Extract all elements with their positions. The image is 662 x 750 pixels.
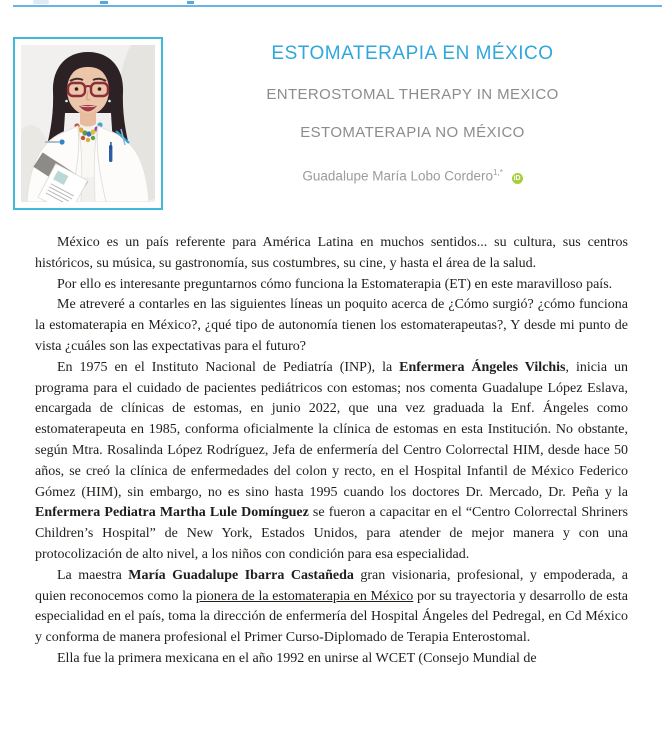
paragraph (35, 295, 628, 357)
paragraph-text: Ella fue la primera mexicana en el año 1992 en unirse al WCET (Consejo Mundial de (57, 650, 537, 666)
author-line (163, 168, 662, 184)
header-text-fragment (100, 1, 108, 4)
paragraph-text: Me atreveré a contarles en las siguientes líneas un poquito acerca de ¿Cómo surgió? ¿cómo funciona la estomaterapia en México?, ¿qué tipo de autonomía tienen los estomaterapeutas?, Y desde mi punto de vista ¿cuáles son las expectativas para el futuro? (35, 297, 628, 354)
author-name: Guadalupe María Lobo Cordero (302, 168, 494, 184)
title-block (163, 37, 662, 184)
paragraph-text: , inicia un programa para el cuidado de pacientes pediátricos con estomas; nos comenta Guadalupe López Eslava, encargada de clínicas de estomas, en junio 2022, que una vez graduada la Enf. Ángeles como estomaterapeuta en 1985, conforma oficialmente la clínica de estomas en esta Institución. No obstante, según Mtra. Rosalinda López Rodríguez, Jefa de enfermería del Centro Colorrectal HIM, desde hace 50 años, se creó la clínica de enfermedades del colon y recto, en el Hospital Infantil de México Federico Gómez (HIM), sin embargo, no es sino hasta 1995 cuando los doctores Dr. Mercado, Dr. Peña y la (35, 359, 628, 500)
paragraph-text: México es un país referente para América Latina en muchos sentidos... su cultura, sus centros históricos, su música, su gastronomía, sus costumbres, su cine, y hasta el área de la salud. (35, 235, 628, 271)
paragraph-text: En 1975 en el Instituto Nacional de Pediatría (INP), la (57, 359, 400, 375)
paragraph (35, 566, 628, 649)
paragraph-text: gran visionaria, profesional, y empoderada, a quien reconocemos como la (35, 567, 628, 604)
orcid-icon[interactable]: iD (513, 174, 521, 182)
paragraph-text: se fueron a capacitar en el “Centro Colorrectal Shriners Children’s Hospital” de New York, Estados Unidos, para atender de mejor manera y con una protocolización de alto nivel, a los niños con condición para esa especialidad. (35, 505, 628, 562)
author-photo (21, 45, 155, 202)
header-text-fragment (187, 1, 194, 4)
header-divider-rule (13, 5, 662, 7)
journal-logo-fragment (33, 0, 49, 4)
paragraph (35, 649, 628, 670)
paragraph (35, 233, 628, 275)
body-text (35, 233, 628, 750)
paragraph-text: Enfermera Ángeles Vilchis (399, 359, 566, 375)
paragraph-text: pionera de la estomaterapia en México (195, 588, 414, 604)
author-photo-frame (13, 37, 163, 210)
paragraph-text: Por ello es interesante preguntarnos cómo funciona la Estomaterapia (ET) en este maravilloso país. (57, 276, 613, 292)
journal-header-clipped (0, 0, 662, 8)
subtitle-portuguese: ESTOMATERAPIA NO MÉXICO (300, 124, 525, 141)
paragraph-text: La maestra (57, 567, 129, 583)
author-affiliation-superscript: 1,* (493, 168, 503, 177)
page-title: ESTOMATERAPIA EN MÉXICO (271, 43, 554, 64)
paragraph-text: María Guadalupe Ibarra Castañeda (128, 567, 354, 583)
paragraph (35, 275, 628, 296)
paragraph-text: por su trayectoria y desarrollo de esta especialidad en el país, toma la dirección de enfermería del Hospital Ángeles del Pedregal, en Cd México y conforma de manera profesional el Primer Curso-Diplomado de Terapia Enterostomal. (35, 588, 628, 646)
subtitle-english: ENTEROSTOMAL THERAPY IN MEXICO (266, 86, 559, 103)
paragraph (35, 358, 628, 566)
paragraph-text: Enfermera Pediatra Martha Lule Domínguez (35, 505, 309, 521)
